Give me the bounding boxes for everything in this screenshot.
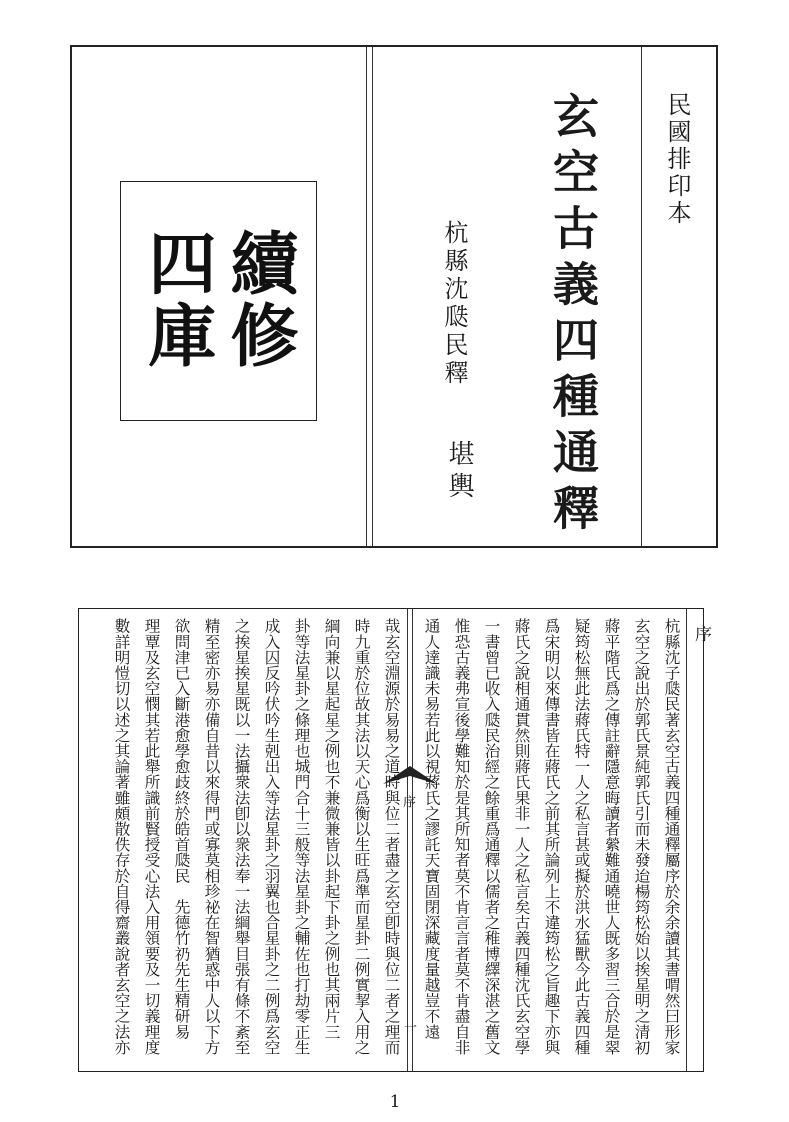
- preface-column-r2: 玄空之說出於郭氏景純郭氏引而未發迨楊筠松始以挨星明之清初: [632, 618, 651, 1055]
- book-title: 玄空古義四種通釋: [546, 92, 600, 540]
- calligraphy-tag: 堪輿: [444, 440, 474, 504]
- preface-column-l8: 欲問津已入斷港愈學愈歧終於皓首瓞民 先德竹礽先生精研易: [172, 618, 191, 1040]
- fold-rule-b: [412, 609, 413, 1071]
- preface-column-l4: 卦等法星卦之條理也城門合十三般等法星卦之輔佐也打劫零正生: [292, 618, 311, 1055]
- preface-column-r6: 蔣氏之說相通貫然則蔣氏果非一人之私言矣古義四種沈氏玄空學: [512, 618, 531, 1055]
- seal-stamp: [120, 181, 317, 421]
- preface-column-r3: 蔣平階氏爲之傳註辭隱意晦讀者縈難通曉世人既多習三合於是翠: [602, 618, 621, 1055]
- page-number: 1: [389, 1092, 401, 1112]
- preface-column-r4: 疑筠松無此法蔣氏特一人之私言甚或擬於洪水猛獸今此古義四種: [572, 618, 591, 1055]
- preface-column-l5: 成入囚反吟伏吟生剋出入等法星卦之羽翼也合星卦之二例爲玄空: [262, 618, 281, 1055]
- preface-column-r1: 杭縣沈子瓞民著玄空古義四種通釋屬序於余余讀其書喟然曰形家: [662, 618, 681, 1055]
- edition-label: 民國排印本: [663, 92, 691, 227]
- preface-column-l10: 數詳明愷切以述之其論著雖頗散佚存於自得齋叢說者玄空之法亦: [112, 618, 131, 1055]
- preface-column-r9: 通人達識未易若此以視蔣氏之謬託天寶固閉深藏度量越豈不遠: [422, 618, 441, 1040]
- seal-text: 續修四庫: [137, 228, 299, 372]
- fold-label: 序: [400, 795, 415, 808]
- preface-column-r8: 惟恐古義弗宣後學難知於是其所知者莫不肯言言者莫不肯盡自非: [452, 618, 471, 1055]
- preface-column-l7: 精至密亦易亦備自昔以來得門或寡莫相珍祕在智猶惑中人以下方: [202, 618, 221, 1055]
- preface-column-r5: 爲宋明以來傳書皆在蔣氏之前其所論列上不違筠松之旨趣下亦與: [542, 618, 561, 1055]
- preface-heading: 序: [691, 625, 711, 642]
- cover-divider-b: [372, 47, 373, 546]
- fold-page: 一: [401, 1020, 416, 1033]
- author-line: 杭縣沈瓞民釋: [440, 220, 468, 388]
- cover-inner-rule-right: [641, 47, 642, 546]
- fold-rule-a: [407, 609, 408, 1071]
- preface-column-l9: 理覃及玄空憫其若此舉所識前賢授受心法入用領要及一切義理度: [142, 618, 161, 1055]
- preface-column-l2: 時九重於位故其法以天心爲衡以生旺爲準而星卦二例實挈入用之: [352, 618, 371, 1055]
- preface-column-l1: 哉玄空淵源於易易之道時與位二者盡之玄空卽時與位二者之理而: [382, 618, 401, 1055]
- preface-column-l3: 綱向兼以星起星之例也不兼微兼皆以卦起下卦之例也其兩片三: [322, 618, 341, 1040]
- cover-divider-a: [366, 47, 367, 546]
- preface-column-l6: 之挨星挨星既以一法攝衆法卽以衆法奉一法綱舉目張有條不紊至: [232, 618, 251, 1055]
- preface-column-r7: 一書曾已收入瓞民治經之餘重爲通釋以儒者之稚博繹深湛之舊文: [482, 618, 501, 1055]
- preface-inner-rule-right: [686, 609, 687, 1071]
